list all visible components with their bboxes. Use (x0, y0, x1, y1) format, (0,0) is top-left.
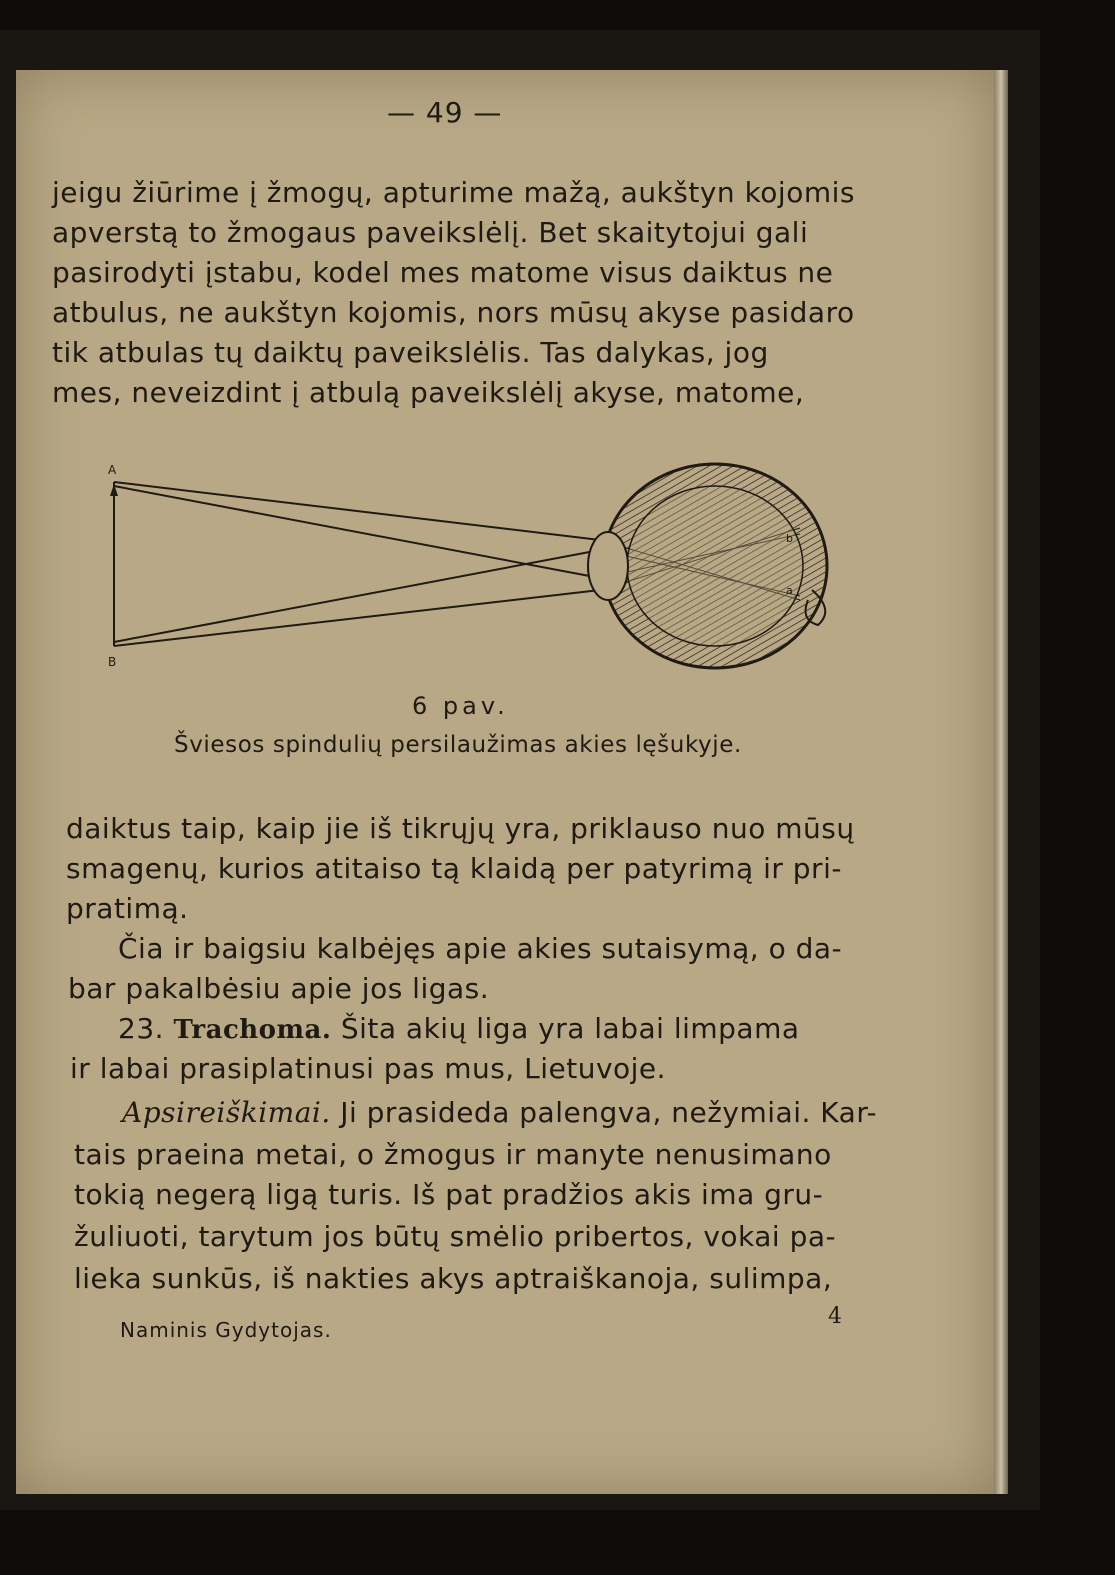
symptoms-label: Apsireiškimai. (122, 1096, 331, 1129)
text-line: bar pakalbėsiu apie jos ligas. (68, 972, 490, 1005)
text-line: Čia ir baigsiu kalbėjęs apie akies sutaisymą, o da- (118, 932, 843, 965)
label-b: B (108, 655, 117, 669)
section-title: Trachoma. (173, 1015, 332, 1045)
text-line: tik atbulas tų daiktų paveikslėlis. Tas dalykas, jog (52, 336, 769, 369)
text-line: pasirodyti įstabu, kodel mes matome visus daiktus ne (52, 256, 834, 289)
text-line: jeigu žiūrime į žmogų, apturime mažą, aukštyn kojomis (52, 176, 855, 209)
eye-refraction-figure (100, 450, 840, 680)
page-number: — 49 — (387, 96, 503, 129)
section-number: 23. (118, 1012, 165, 1045)
ray (114, 590, 600, 646)
ray (114, 550, 600, 642)
text-line: pratimą. (66, 892, 189, 925)
signature-mark: 4 (828, 1304, 842, 1329)
symptoms-text: Ji prasideda palengva, nežymiai. Kar- (340, 1096, 878, 1129)
eye-inner (627, 486, 803, 646)
page-edge (994, 70, 1008, 1494)
section-text: Šita akių liga yra labai limpama (340, 1012, 800, 1045)
text-line: mes, neveizdint į atbulą paveikslėlį akyse, matome, (52, 376, 805, 409)
text-line: tokią negerą ligą turis. Iš pat pradžios akis ima gru- (74, 1178, 824, 1211)
figure-caption: Šviesos spindulių persilaužimas akies lęšukyje. (174, 732, 742, 758)
section-first-line (118, 1012, 800, 1045)
text-line: atbulus, ne aukštyn kojomis, nors mūsų akyse pasidaro (52, 296, 855, 329)
text-line: tais praeina metai, o žmogus ir manyte nenusimano (74, 1138, 832, 1171)
label-b-small: b (786, 532, 793, 545)
book-title-footer: Naminis Gydytojas. (120, 1318, 332, 1342)
text-line: smagenų, kurios atitaiso tą klaidą per patyrimą ir pri- (66, 852, 842, 885)
figure-number: 6 pav. (412, 692, 509, 720)
label-a-small: a (786, 584, 793, 597)
symptoms-first-line (122, 1096, 877, 1129)
text-line: žuliuoti, tarytum jos būtų smėlio pribertos, vokai pa- (74, 1220, 837, 1253)
text-line: lieka sunkūs, iš nakties akys aptraiškanoja, sulimpa, (74, 1262, 833, 1295)
text-line: daiktus taip, kaip jie iš tikrųjų yra, priklauso nuo mūsų (66, 812, 855, 845)
lens (588, 532, 628, 600)
text-line: ir labai prasiplatinusi pas mus, Lietuvoje. (70, 1052, 667, 1085)
label-a: A (108, 463, 117, 477)
text-line: apverstą to žmogaus paveikslėlį. Bet skaitytojui gali (52, 216, 809, 249)
